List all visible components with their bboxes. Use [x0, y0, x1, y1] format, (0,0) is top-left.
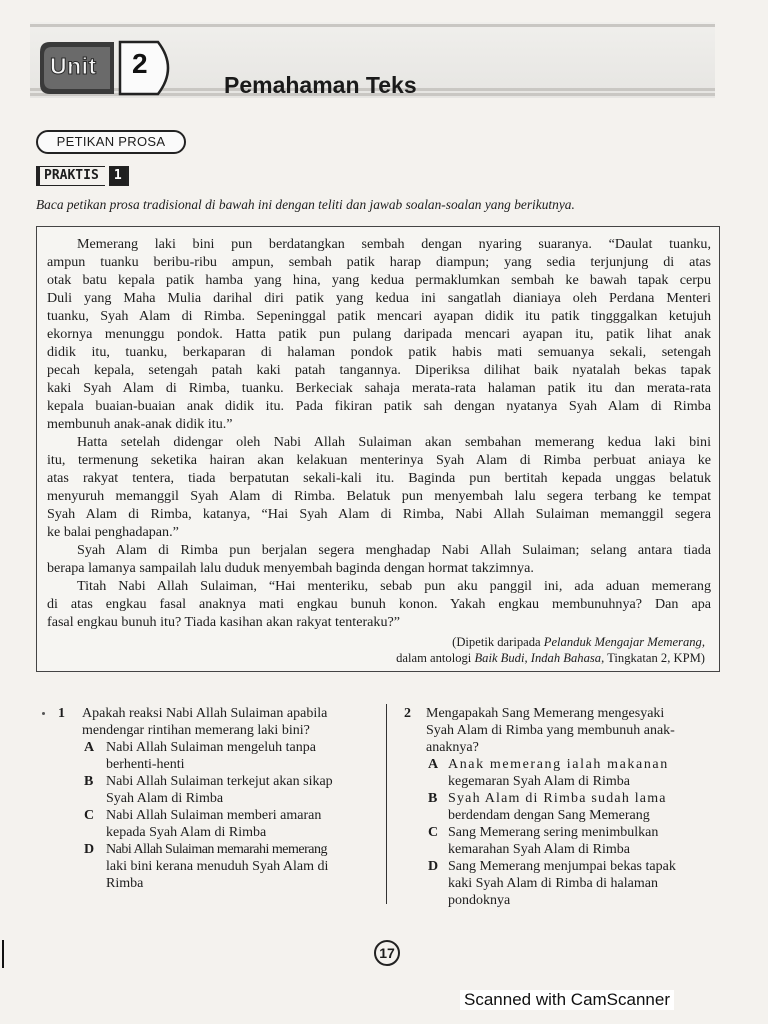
column-divider [386, 704, 387, 904]
question-number: 2 [404, 706, 411, 721]
instruction-text: Baca petikan prosa tradisional di bawah ini dengan teliti dan jawab soalan-soalan yang berikutnya. [36, 197, 575, 212]
passage-line: kepala buaian-buaian anak didik itu. Pada fikiran patik sah dengan nyatanya Syah Alam di Rimba [47, 398, 711, 414]
practice-label-text: PRAKTIS [36, 166, 105, 186]
scan-edge-mark [2, 940, 4, 968]
page-number: 17 [374, 940, 400, 966]
option-text[interactable]: Syah Alam di Rimba [106, 791, 224, 806]
scanner-watermark: Scanned with CamScanner [460, 990, 674, 1010]
option-text[interactable]: kemarahan Syah Alam di Rimba [448, 842, 630, 857]
passage-line: Duli yang Maha Mulia darihal diri patik yang kedua ini sangatlah dianiaya oleh Perdana Menteri [47, 290, 711, 306]
page-title: Pemahaman Teks [224, 72, 417, 98]
passage-line: otak batu kepala patik hamba yang hina, yang kedua permaklumkan sembah ke bawah tapak cerpu [47, 272, 711, 288]
passage-line: menyuruh memanggil Syah Alam di Rimba. Belatuk pun menyembah lalu segera terbang ke tempat [47, 488, 711, 504]
option-text[interactable]: kaki Syah Alam di Rimba di halaman [448, 876, 658, 891]
option-text[interactable]: Rimba [106, 876, 144, 891]
source-prefix: (Dipetik daripada [452, 635, 544, 649]
option-text[interactable]: kepada Syah Alam di Rimba [106, 825, 267, 840]
passage-line: ke balai penghadapan.” [47, 524, 179, 540]
passage-box [36, 226, 720, 672]
question-stem: anaknya? [426, 740, 479, 755]
unit-number: 2 [132, 48, 148, 79]
option-text[interactable]: laki bini kerana menuduh Syah Alam di [106, 859, 329, 874]
option-text[interactable]: Nabi Allah Sulaiman mengeluh tanpa [106, 740, 316, 755]
margin-dot [42, 712, 45, 715]
passage-line: membunuh anak-anak didik itu.” [47, 416, 233, 432]
question-stem: Mengapakah Sang Memerang mengesyaki [426, 706, 665, 721]
practice-number: 1 [109, 166, 129, 186]
passage-line: di atas engkau fasal anaknya mati engkau bunuh konon. Yakah engkau membunuhnya? Dan apa [47, 596, 711, 612]
section-label: PETIKAN PROSA [36, 130, 186, 154]
passage-line: Hatta setelah didengar oleh Nabi Allah Sulaiman akan sembahan memerang kedua laki bini [77, 434, 711, 450]
passage-line: berapa lamanya sampailah lalu duduk menyembah baginda dengan hormat takzimnya. [47, 560, 534, 576]
passage-line: didik itu, tuanku, berkaparan di halaman pondok patik habis mati semuanya sekali, setengah [47, 344, 711, 360]
passage-line: Memerang laki bini pun berdatangkan sembah dengan nyaring suaranya. “Daulat tuanku, [77, 236, 711, 252]
option-letter[interactable]: B [84, 774, 94, 789]
option-text[interactable]: Sang Memerang menjumpai bekas tapak [448, 859, 676, 874]
option-text[interactable]: Sang Memerang sering menimbulkan [448, 825, 659, 840]
option-text[interactable]: Nabi Allah Sulaiman terkejut akan sikap [106, 774, 333, 789]
source-prefix: dalam antologi [396, 651, 475, 665]
option-text[interactable]: Nabi Allah Sulaiman memberi amaran [106, 808, 322, 823]
option-text[interactable]: kegemaran Syah Alam di Rimba [448, 774, 630, 789]
passage-line: Syah Alam di Rimba pun berjalan segera menghadap Nabi Allah Sulaiman; selang antara tiada [77, 542, 711, 558]
passage-line: kaki Syah Alam di Rimba, tuanku. Berkeciak sahaja merata-rata halaman patik itu dan merata-rata [47, 380, 711, 396]
passage-line: ekornya menunggu pondok. Hatta patik pun pulang daripada mencari ayapan itu, patik lihat anak [47, 326, 711, 342]
option-text[interactable]: Syah Alam di Rimba sudah lama [448, 791, 667, 806]
header-stripe [30, 24, 715, 27]
unit-badge [36, 36, 182, 98]
option-text[interactable]: Anak memerang ialah makanan [448, 757, 669, 772]
option-letter[interactable]: C [84, 808, 95, 823]
option-text[interactable]: berhenti-henti [106, 757, 185, 772]
source-citation [452, 634, 705, 650]
option-letter[interactable]: C [428, 825, 439, 840]
option-letter[interactable]: D [428, 859, 439, 874]
source-title: Pelanduk Mengajar Memerang, [543, 635, 705, 649]
source-citation [396, 650, 705, 666]
practice-label [36, 166, 129, 187]
option-letter[interactable]: D [84, 842, 95, 857]
anthology-title: Baik Budi, Indah Bahasa [474, 651, 602, 665]
option-text[interactable]: pondoknya [448, 893, 511, 908]
question-stem: Apakah reaksi Nabi Allah Sulaiman apabila [82, 706, 328, 721]
question-stem: mendengar rintihan memerang laki bini? [82, 723, 310, 738]
unit-header [30, 22, 715, 98]
question-number: 1 [58, 706, 65, 721]
passage-line: pecah kepala, setengah patah kaki patah tangannya. Diperiksa dilihat baik nyatalah bekas tapak [47, 362, 711, 378]
passage-line: ampun tuanku beribu-ribu ampun, sembah patik harap diampun; yang sedia terjunjung di atas [47, 254, 711, 270]
passage-line: fasal engkau bunuh itu? Tiada kasihan akan rakyat tenteraku?” [47, 614, 401, 630]
passage-line: atas rakyat tentera, tiada berpatutan sekali-kali itu. Baginda pun bertitah kepada unggas belatuk [47, 470, 711, 486]
option-text[interactable]: Nabi Allah Sulaiman memarahi memerang [106, 842, 327, 857]
question-stem: Syah Alam di Rimba yang membunuh anak- [426, 723, 675, 738]
option-letter[interactable]: B [428, 791, 438, 806]
passage-line: tuanku, Syah Alam di Rimba. Sepeninggal patik mencari ayapan didik itu patik tingggalkan ketujuh [47, 308, 711, 324]
option-letter[interactable]: A [84, 740, 95, 755]
option-letter[interactable]: A [428, 757, 439, 772]
passage-line: Titah Nabi Allah Sulaiman, “Hai menteriku, sebab pun aku panggil ini, ada aduan memerang [77, 578, 711, 594]
source-suffix: , Tingkatan 2, KPM) [601, 651, 705, 665]
passage-line: itu, termenung seketika hairan akan kelakuan menterinya Syah Alam di Rimba perbuat aniaya ke [47, 452, 711, 468]
option-text[interactable]: berdendam dengan Sang Memerang [448, 808, 650, 823]
passage-line: Syah Alam di Rimba, katanya, “Hai Syah Alam di Rimba, Nabi Allah Sulaiman memanggil segera [47, 506, 711, 522]
unit-label: Unit [50, 53, 97, 79]
